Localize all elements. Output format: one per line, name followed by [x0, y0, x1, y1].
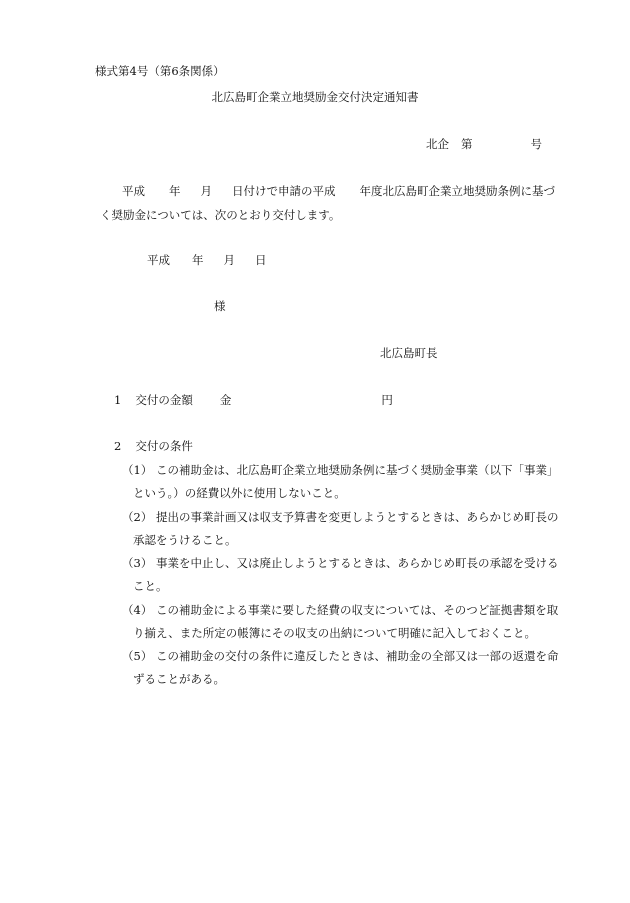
- date-era: 平成: [147, 253, 170, 267]
- condition-number: （1）: [122, 463, 153, 477]
- item-conditions-heading: [114, 441, 193, 453]
- condition-number: （2）: [122, 510, 153, 524]
- condition-text-continued: こと。: [133, 578, 168, 593]
- addressee-suffix: 様: [214, 299, 226, 313]
- item1-yen: 円: [381, 393, 393, 407]
- item2-number: 2: [114, 439, 122, 453]
- date-year: 年: [192, 253, 204, 267]
- condition-text: この補助金の交付の条件に違反したときは、補助金の全部又は一部の返還を命: [156, 649, 559, 663]
- condition-item: [122, 558, 562, 592]
- body-day-text: 日付けで申請の平成: [232, 184, 336, 198]
- date-month: 月: [223, 253, 235, 267]
- body-line1-rest: 年度北広島町企業立地奨励条例に基づ: [359, 184, 555, 198]
- body-year: 年: [169, 184, 181, 198]
- item1-number: 1: [114, 393, 122, 407]
- document-title: 北広島町企業立地奨励金交付決定通知書: [211, 90, 419, 104]
- body-line-2: く奨励金については、次のとおり交付します。: [100, 208, 341, 222]
- document-number: [426, 139, 542, 151]
- doc-number-go: 号: [530, 137, 542, 151]
- condition-text: 事業を中止し、又は廃止しようとするときは、あらかじめ町長の承認を受ける: [156, 556, 559, 570]
- condition-item: [122, 605, 562, 639]
- condition-number: （5）: [122, 649, 153, 663]
- body-line-1: [122, 186, 555, 198]
- condition-text: この補助金は、北広島町企業立地奨励条例に基づく奨励金事業（以下「事業」: [156, 463, 559, 477]
- condition-item: [122, 651, 562, 685]
- date-day: 日: [255, 253, 267, 267]
- item1-kin: 金: [219, 393, 232, 407]
- doc-number-dai: 第: [461, 137, 473, 151]
- condition-number: （3）: [122, 556, 153, 570]
- item1-label: 交付の金額: [135, 393, 193, 407]
- condition-text-continued: 承認をうけること。: [133, 532, 237, 547]
- form-number: 様式第4号（第6条関係）: [95, 64, 225, 78]
- condition-item: [122, 465, 562, 499]
- item-amount: [114, 395, 393, 407]
- condition-text: この補助金による事業に要した経費の収支については、そのつど証拠書類を取: [156, 603, 559, 617]
- doc-number-prefix: 北企: [426, 137, 449, 151]
- item2-label: 交付の条件: [135, 439, 193, 453]
- body-month: 月: [200, 184, 212, 198]
- condition-text-continued: ずることがある。: [133, 671, 225, 686]
- condition-text-continued: り揃え、また所定の帳簿にその収支の出納について明確に記入しておくこと。: [133, 625, 536, 640]
- body-era: 平成: [122, 184, 145, 198]
- sender: 北広島町長: [380, 346, 438, 360]
- condition-item: [122, 512, 562, 546]
- condition-text-continued: という。）の経費以外に使用しないこと。: [133, 485, 346, 500]
- condition-number: （4）: [122, 603, 153, 617]
- condition-text: 提出の事業計画又は収支予算書を変更しようとするときは、あらかじめ町長の: [156, 510, 559, 524]
- issue-date: [147, 255, 267, 267]
